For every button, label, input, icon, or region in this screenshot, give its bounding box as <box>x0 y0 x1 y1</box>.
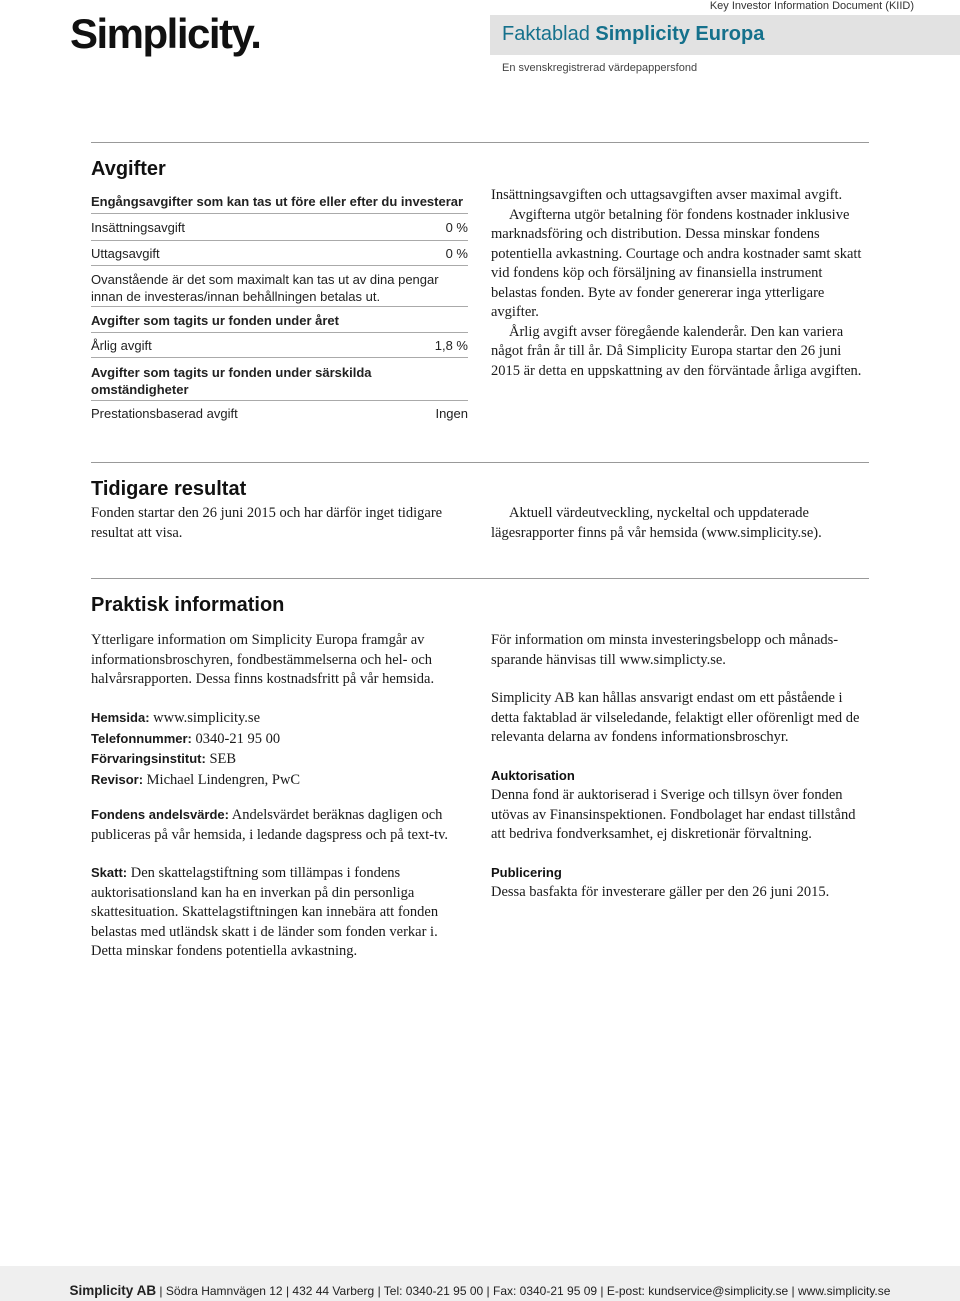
fee-label: Insättningsavgift <box>91 220 185 235</box>
arlig-heading: Avgifter som tagits ur fonden under året <box>91 313 339 328</box>
contact-label: Förvaringsinstitut: <box>91 751 206 766</box>
contact-item-telefon <box>91 729 471 750</box>
praktisk-intro: Ytterligare information om Simplicity Europa framgår av informationsbroschyren, fondbestämmelserna och hel- och halvårsrapporten. Dessa finns kostnadsfritt på vår hemsida. <box>91 632 435 687</box>
contact-label: Revisor: <box>91 771 144 787</box>
sarskilda-heading: Avgifter som tagits ur fonden under särskilda omständigheter <box>91 365 372 397</box>
contact-item-revisor <box>91 770 471 791</box>
fee-value: 1,8 % <box>434 338 468 353</box>
title-prefix: Faktablad <box>502 23 596 45</box>
title-fund-name: Simplicity Europa <box>595 23 765 45</box>
fee-row-uttag <box>91 246 468 261</box>
explanation-paragraph: Avgifterna utgör betalning för fondens kostnader inklusive marknadsföring och distribution. Dessa minskar fondens potentiella avkastning. Courtage och andra kostnader samt skatt vid fondens köp och försäljning av finansiella instrument belastas fonden. Byte av fonder genererar inga ytterligare avgifter. <box>491 206 862 320</box>
skatt-text <box>91 863 471 962</box>
praktisk-contact-list <box>91 708 471 790</box>
praktisk-right-p1: För information om minsta investeringsbelopp och månads-sparande hänvisas till www.simplicty.se. <box>491 632 839 668</box>
auktorisation-heading: Auktorisation <box>491 768 575 783</box>
document-title <box>502 23 764 46</box>
contact-item-forvaring <box>91 749 471 770</box>
skatt-body: Den skattelagstiftning som tillämpas i fondens auktorisationsland kan ha en inverkan på din personliga skattesituation. Skattelagstiftningen kan innebära att fonden belastas med utländsk skatt i de länder som fonden verkar i. Detta minskar fondens potentiella avkastning. <box>91 865 439 959</box>
fee-value: Ingen <box>435 406 468 421</box>
contact-value: 0340-21 95 00 <box>191 730 281 747</box>
tidigare-heading: Tidigare resultat <box>91 478 247 500</box>
engangsavgifter-heading: Engångsavgifter som kan tas ut före eller efter du investerar <box>91 194 464 209</box>
tidigare-right-paragraph: Aktuell värdeutveckling, nyckeltal och uppdaterade lägesrapporter finns på vår hemsida (www.simplicity.se). <box>491 505 822 541</box>
row-divider <box>91 213 468 214</box>
footer-text <box>0 1283 960 1298</box>
fee-value: 0 % <box>445 220 468 235</box>
fee-row-arlig <box>91 338 468 353</box>
tidigare-left-text: Fonden startar den 26 juni 2015 och har därför inget tidigare resultat att visa. <box>91 505 443 541</box>
avgifter-heading: Avgifter <box>91 158 166 180</box>
avgifter-explanation <box>491 186 866 381</box>
fee-value: 0 % <box>445 246 468 261</box>
contact-value: Michael Lindengren, PwC <box>143 771 301 788</box>
praktisk-right-p2: Simplicity AB kan hållas ansvarigt endast om ett påstående i detta faktablad är vilseledande, felaktigt eller oförenligt med de relevanta delarna av fondens informationsbroschyr. <box>491 690 860 745</box>
section-divider <box>91 142 869 143</box>
publicering-text: Dessa basfakta för investerare gäller per den 26 juni 2015. <box>491 884 830 900</box>
simplicity-logo: Simplicity. <box>70 10 261 57</box>
row-divider <box>91 400 468 401</box>
contact-label: Telefonnummer: <box>91 730 192 746</box>
row-divider <box>91 357 468 358</box>
fee-row-prestation <box>91 406 468 421</box>
andelsvarde-label: Fondens andelsvärde: <box>91 807 229 822</box>
auktorisation-text: Denna fond är auktoriserad i Sverige och tillsyn över fonden utövas av Finansinspektionen. Fondbolaget har endast tillstånd att bedriva fondverksamhet, ej diskretionär förvaltning. <box>491 787 856 842</box>
fee-label: Uttagsavgift <box>91 246 160 261</box>
fee-row-insattning <box>91 220 468 235</box>
footer-details: | Södra Hamnvägen 12 | 432 44 Varberg | Tel: 0340-21 95 00 | Fax: 0340-21 95 09 | E-post: kundservice@simplicity.se | www.simplicity.se <box>156 1284 891 1298</box>
row-divider <box>91 332 468 333</box>
contact-value: www.simplicity.se <box>149 710 261 726</box>
document-subtitle: En svenskregistrerad värdepappersfond <box>502 62 698 74</box>
explanation-paragraph: Årlig avgift avser föregående kalenderår. Den kan variera något från år till år. Då Simplicity Europa startar den 26 juni 2015 är detta en uppskattning av den förväntade årliga avgiften. <box>491 323 862 379</box>
footer-company: Simplicity AB <box>69 1283 157 1298</box>
section-divider <box>91 462 869 463</box>
fee-note: Ovanstående är det som maximalt kan tas ut av dina pengar innan de investeras/innan behållningen betalas ut. <box>91 272 439 304</box>
tidigare-right-text <box>491 504 866 543</box>
publicering-heading: Publicering <box>491 865 562 880</box>
contact-value: SEB <box>205 751 237 767</box>
skatt-label: Skatt: <box>91 865 128 880</box>
andelsvarde-body: Andelsvärdet beräknas dagligen och publiceras på vår hemsida, i ledande dagspress och på text-tv. <box>91 807 449 843</box>
explanation-paragraph: Insättningsavgiften och uttagsavgiften avser maximal avgift. <box>491 187 843 203</box>
andelsvarde-text <box>91 805 471 845</box>
praktisk-heading: Praktisk information <box>91 594 285 616</box>
contact-label: Hemsida: <box>91 710 150 725</box>
section-divider <box>91 578 869 579</box>
contact-item-hemsida <box>91 708 471 729</box>
row-divider <box>91 306 468 307</box>
fee-label: Prestationsbaserad avgift <box>91 406 238 421</box>
kiid-label: Key Investor Information Document (KIID) <box>709 0 914 12</box>
row-divider <box>91 265 468 266</box>
row-divider <box>91 240 468 241</box>
fee-label: Årlig avgift <box>91 338 152 353</box>
